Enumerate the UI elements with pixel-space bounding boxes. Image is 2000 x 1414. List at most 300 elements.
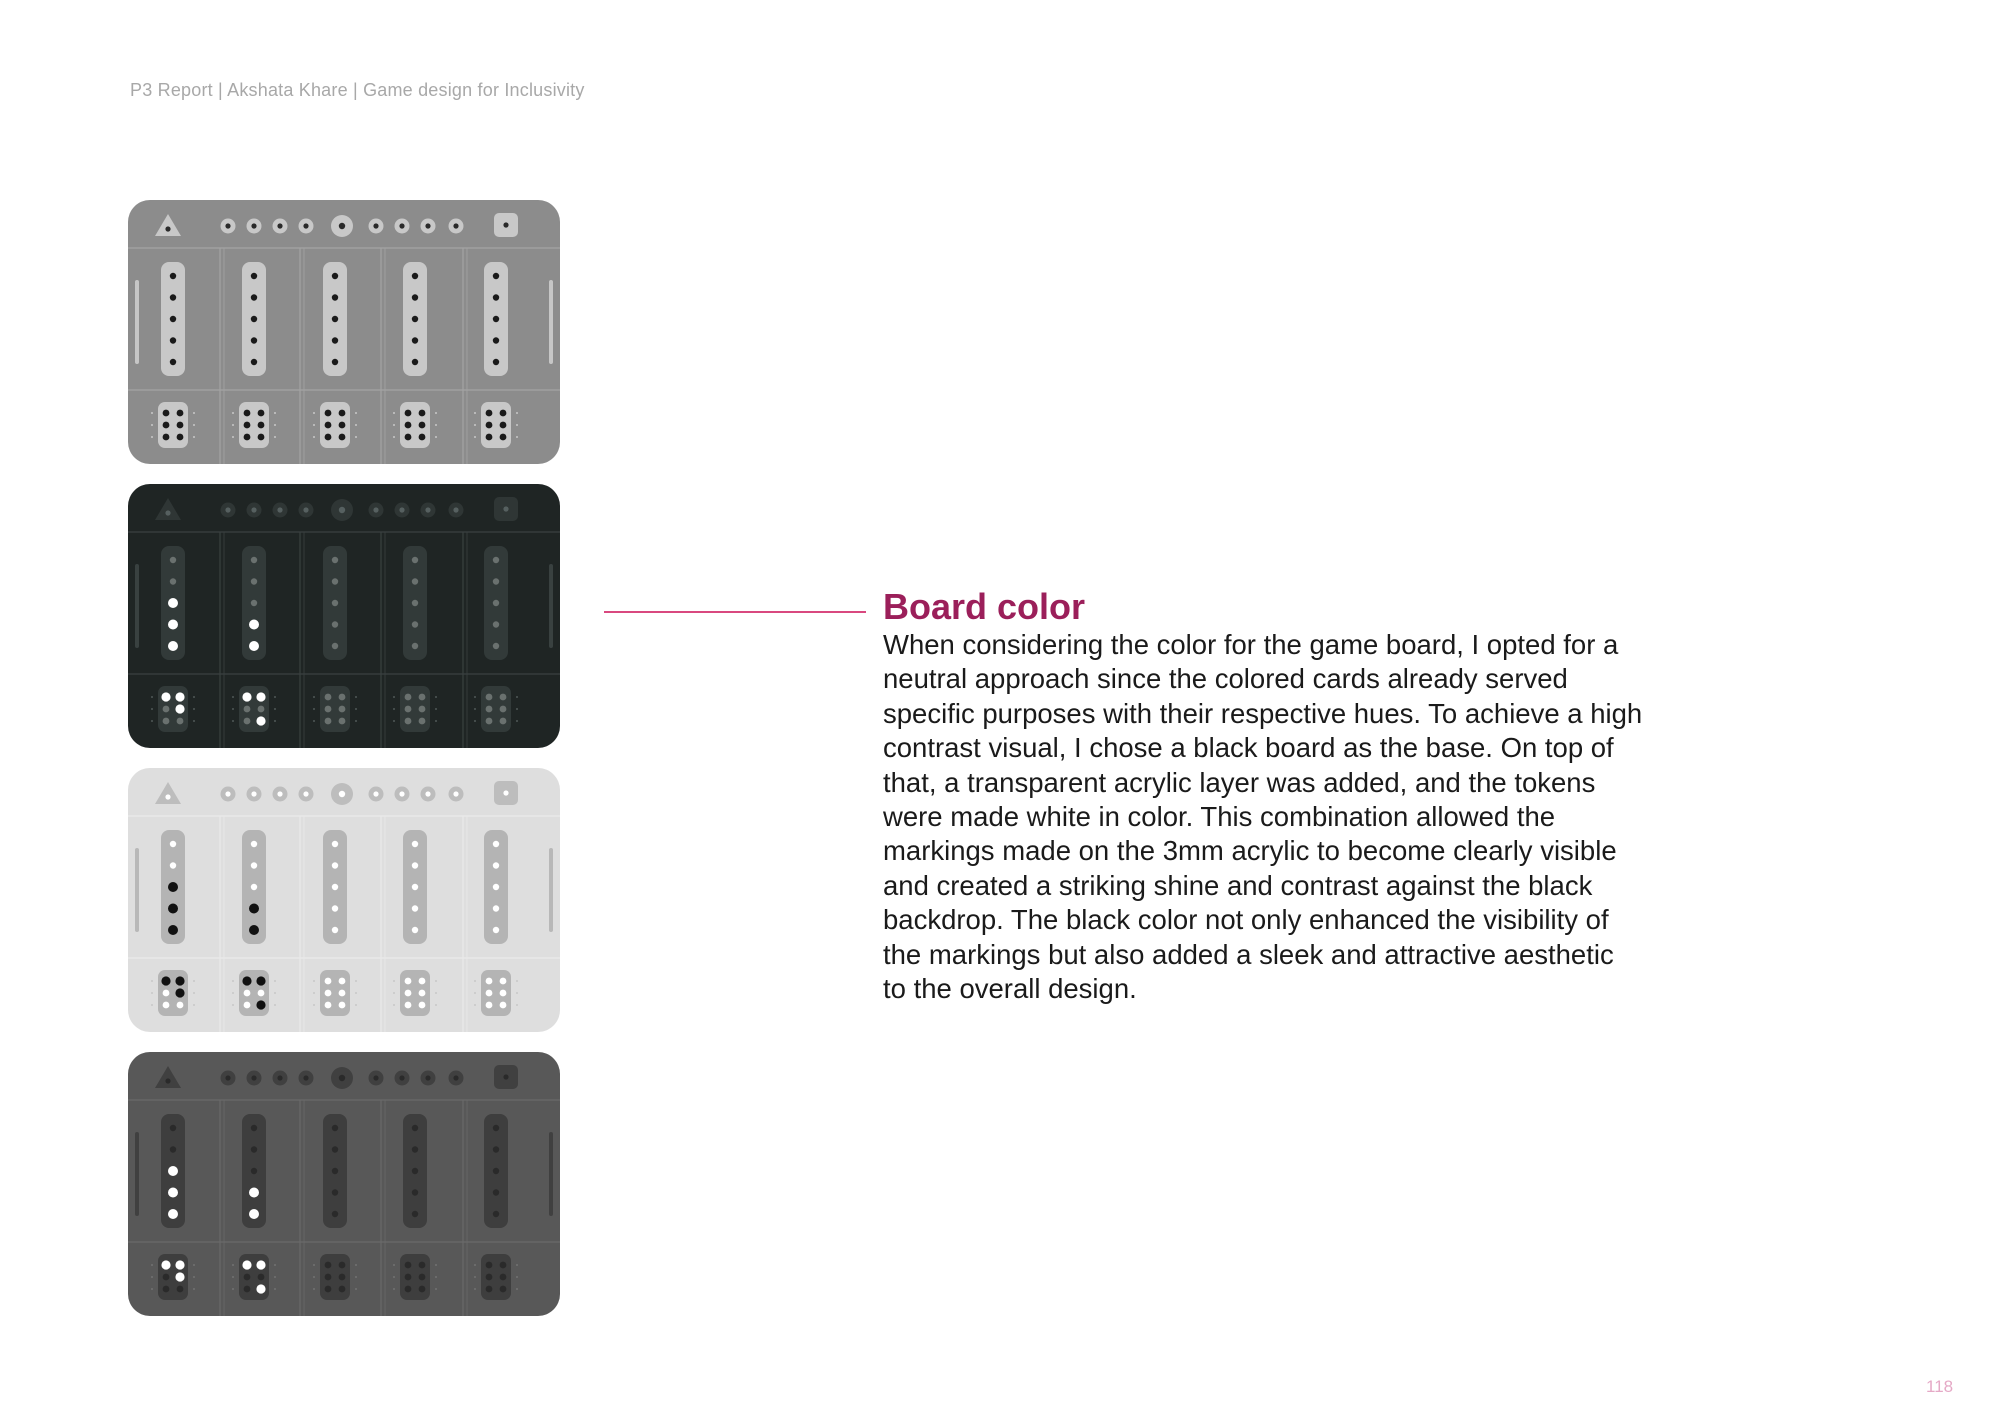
braille-cell [481,1254,511,1300]
braille-dot [325,1286,332,1293]
braille-index-mark [474,696,476,698]
slot-dot [332,1146,338,1152]
braille-dot [486,1262,493,1269]
braille-dot [244,1002,251,1009]
braille-index-mark [435,980,437,982]
braille-dot [258,434,265,441]
braille-index-mark [232,1264,234,1266]
braille-dot [405,694,412,701]
slot-dot [170,294,176,300]
braille-index-mark [516,992,518,994]
braille-dot [486,706,493,713]
braille-index-mark [232,696,234,698]
braille-dot [419,978,426,985]
braille-dot [244,434,251,441]
braille-index-mark [393,436,395,438]
side-bar-right [549,1132,553,1216]
braille-dot [419,410,426,417]
slot-dot [493,1211,499,1217]
braille-index-mark [355,1288,357,1290]
section-title: Board color [883,586,1086,627]
triangle-dot [165,510,170,515]
slot-dot [332,621,338,627]
slot-dot [332,1168,338,1174]
braille-dot [486,978,493,985]
braille-dot [405,422,412,429]
braille-dot [500,1002,507,1009]
braille-index-mark [435,1288,437,1290]
braille-dot [177,718,184,725]
token [249,1209,259,1219]
braille-index-mark [393,1276,395,1278]
braille-index-mark [355,1264,357,1266]
braille-index-mark [313,980,315,982]
braille-index-mark [193,720,195,722]
braille-index-mark [435,424,437,426]
braille-dot [163,434,170,441]
braille-token [256,1284,265,1293]
braille-index-mark [313,696,315,698]
braille-index-mark [516,424,518,426]
top-ring-dot [277,223,282,228]
braille-index-mark [274,1288,276,1290]
braille-index-mark [232,424,234,426]
slot-dot [412,841,418,847]
square-dot [503,222,508,227]
braille-index-mark [393,696,395,698]
game-board-dark-grey [128,1052,560,1316]
braille-dot [325,706,332,713]
braille-index-mark [516,1264,518,1266]
braille-index-mark [313,424,315,426]
braille-dot [325,1274,332,1281]
slot-dot [251,862,257,868]
braille-dot [339,422,346,429]
braille-dot [405,1286,412,1293]
braille-index-mark [435,992,437,994]
braille-index-mark [516,720,518,722]
braille-index-mark [516,1288,518,1290]
braille-index-mark [151,696,153,698]
braille-token [242,692,251,701]
token [249,904,259,914]
slot-dot [332,905,338,911]
braille-dot [325,410,332,417]
top-ring-dot [425,223,430,228]
braille-dot [405,1274,412,1281]
braille-index-mark [474,992,476,994]
braille-index-mark [355,1004,357,1006]
braille-dot [339,1274,346,1281]
side-bar-left [135,1132,139,1216]
slot-dot [493,600,499,606]
braille-index-mark [193,1004,195,1006]
braille-index-mark [393,720,395,722]
slot-dot [251,578,257,584]
braille-index-mark [435,1276,437,1278]
top-ring-dot [373,223,378,228]
braille-dot [177,1286,184,1293]
slot-dot [493,927,499,933]
braille-dot [339,410,346,417]
top-ring-dot [277,1075,282,1080]
token [168,1188,178,1198]
top-ring-dot [303,507,308,512]
braille-token [175,692,184,701]
braille-dot [339,718,346,725]
braille-index-mark [313,1288,315,1290]
braille-cell [481,686,511,732]
braille-index-mark [516,1004,518,1006]
top-ring-dot [339,791,345,797]
braille-dot [163,422,170,429]
top-ring-dot [251,791,256,796]
top-ring-dot [373,1075,378,1080]
braille-index-mark [474,1264,476,1266]
slot-dot [332,862,338,868]
slot-dot [412,337,418,343]
slot-dot [332,927,338,933]
slot-dot [332,841,338,847]
braille-index-mark [274,1264,276,1266]
token [168,925,178,935]
slot-dot [412,1189,418,1195]
braille-token [256,1260,265,1269]
braille-index-mark [435,1264,437,1266]
braille-dot [405,978,412,985]
braille-index-mark [474,1004,476,1006]
slot-dot [493,643,499,649]
braille-index-mark [393,1288,395,1290]
slot-dot [251,316,257,322]
side-bar-left [135,280,139,364]
slot-dot [412,578,418,584]
top-ring-dot [225,1075,230,1080]
slot-dot [170,1146,176,1152]
top-ring-dot [225,223,230,228]
slot-dot [412,862,418,868]
top-ring-dot [277,507,282,512]
slot-dot [493,294,499,300]
braille-dot [405,990,412,997]
triangle-dot [165,794,170,799]
slot-dot [251,884,257,890]
braille-dot [500,1286,507,1293]
braille-dot [419,434,426,441]
braille-dot [325,1002,332,1009]
braille-cell [481,402,511,448]
braille-dot [500,718,507,725]
braille-token [175,988,184,997]
braille-dot [258,1274,265,1281]
slot-dot [251,273,257,279]
braille-token [175,1260,184,1269]
slot-dot [332,884,338,890]
braille-index-mark [193,1288,195,1290]
braille-index-mark [474,980,476,982]
slot-dot [251,359,257,365]
braille-index-mark [274,1276,276,1278]
top-ring-dot [453,791,458,796]
braille-dot [405,1002,412,1009]
top-ring-dot [303,1075,308,1080]
square-dot [503,506,508,511]
slot-dot [493,1189,499,1195]
square-dot [503,1074,508,1079]
slot-dot [170,862,176,868]
slot-dot [412,621,418,627]
token [249,1188,259,1198]
braille-dot [177,422,184,429]
braille-dot [244,1274,251,1281]
braille-cell [320,970,350,1016]
braille-dot [325,434,332,441]
game-board-grey [128,200,560,464]
braille-token [175,1272,184,1281]
braille-index-mark [193,1276,195,1278]
braille-cell [158,402,188,448]
braille-dot [486,422,493,429]
braille-index-mark [355,412,357,414]
braille-token [242,976,251,985]
slot-dot [251,841,257,847]
braille-token [175,976,184,985]
braille-index-mark [151,1004,153,1006]
slot-dot [493,316,499,322]
slot-dot [412,316,418,322]
top-ring-dot [399,223,404,228]
token [168,641,178,651]
braille-dot [500,978,507,985]
braille-dot [419,1274,426,1281]
slot-dot [332,643,338,649]
page-number: 118 [1926,1377,1954,1396]
braille-dot [339,434,346,441]
braille-cell [400,970,430,1016]
slot-dot [412,927,418,933]
braille-dot [486,990,493,997]
braille-dot [419,990,426,997]
braille-index-mark [355,424,357,426]
slot-dot [493,862,499,868]
braille-dot [177,434,184,441]
braille-index-mark [435,436,437,438]
token [168,882,178,892]
braille-dot [339,1002,346,1009]
token [249,925,259,935]
braille-index-mark [393,708,395,710]
top-ring-dot [453,223,458,228]
braille-cell [320,686,350,732]
slot-dot [251,1146,257,1152]
braille-index-mark [193,992,195,994]
slot-dot [412,1146,418,1152]
braille-index-mark [355,1276,357,1278]
braille-token [161,1260,170,1269]
braille-index-mark [474,708,476,710]
game-board-light [128,768,560,1032]
braille-cell [400,1254,430,1300]
braille-index-mark [516,412,518,414]
slot-dot [493,1125,499,1131]
braille-index-mark [274,436,276,438]
braille-index-mark [151,1288,153,1290]
braille-dot [244,718,251,725]
braille-dot [419,1262,426,1269]
braille-dot [419,706,426,713]
slot-dot [332,578,338,584]
side-bar-right [549,280,553,364]
braille-index-mark [313,1264,315,1266]
braille-dot [163,1286,170,1293]
braille-dot [163,1002,170,1009]
slot-dot [170,359,176,365]
braille-index-mark [355,720,357,722]
token [168,1209,178,1219]
braille-index-mark [193,424,195,426]
slot-dot [170,841,176,847]
token [168,1166,178,1176]
slot-dot [493,273,499,279]
braille-index-mark [232,720,234,722]
top-ring-dot [339,1075,345,1081]
braille-index-mark [151,992,153,994]
braille-dot [339,990,346,997]
slot-dot [412,1125,418,1131]
slot-dot [412,294,418,300]
braille-dot [419,1286,426,1293]
slot-dot [493,1146,499,1152]
braille-dot [405,434,412,441]
braille-dot [500,706,507,713]
braille-index-mark [274,424,276,426]
side-bar-right [549,564,553,648]
braille-dot [486,1274,493,1281]
braille-index-mark [274,980,276,982]
braille-index-mark [516,980,518,982]
slot-dot [332,273,338,279]
braille-index-mark [516,1276,518,1278]
braille-dot [325,1262,332,1269]
braille-dot [500,1274,507,1281]
top-ring-dot [303,791,308,796]
braille-token [242,1260,251,1269]
slot-dot [493,1168,499,1174]
top-ring-dot [339,223,345,229]
braille-index-mark [151,1264,153,1266]
slot-dot [332,1125,338,1131]
slot-dot [493,557,499,563]
braille-dot [258,990,265,997]
braille-token [175,704,184,713]
braille-index-mark [355,696,357,698]
braille-dot [500,434,507,441]
slot-dot [251,294,257,300]
braille-index-mark [151,412,153,414]
braille-token [256,692,265,701]
braille-dot [486,434,493,441]
slot-dot [332,337,338,343]
top-ring-dot [399,1075,404,1080]
slot-dot [493,905,499,911]
token [249,620,259,630]
braille-index-mark [193,436,195,438]
braille-index-mark [313,436,315,438]
braille-index-mark [313,1004,315,1006]
slot-dot [170,273,176,279]
braille-index-mark [193,708,195,710]
braille-index-mark [355,436,357,438]
slot-dot [332,557,338,563]
top-ring-dot [425,507,430,512]
slot-dot [332,316,338,322]
braille-dot [486,718,493,725]
braille-index-mark [193,980,195,982]
leader-line [604,611,866,613]
braille-cell [481,970,511,1016]
slot-dot [412,557,418,563]
braille-dot [405,706,412,713]
braille-index-mark [435,412,437,414]
braille-dot [258,706,265,713]
braille-index-mark [393,980,395,982]
top-ring-dot [339,507,345,513]
braille-dot [339,1262,346,1269]
slot-dot [493,337,499,343]
token [168,620,178,630]
braille-index-mark [516,696,518,698]
square-dot [503,790,508,795]
braille-dot [486,410,493,417]
braille-index-mark [435,1004,437,1006]
braille-index-mark [474,436,476,438]
braille-index-mark [232,1004,234,1006]
braille-dot [486,694,493,701]
slot-dot [493,359,499,365]
slot-dot [412,359,418,365]
slot-dot [493,621,499,627]
braille-index-mark [232,708,234,710]
top-ring-dot [399,791,404,796]
braille-index-mark [516,708,518,710]
braille-cell [239,1254,269,1300]
braille-index-mark [474,412,476,414]
braille-index-mark [435,696,437,698]
braille-dot [419,1002,426,1009]
slot-dot [412,1168,418,1174]
braille-index-mark [274,1004,276,1006]
braille-dot [244,1286,251,1293]
braille-cell [400,686,430,732]
braille-cell [239,970,269,1016]
top-ring-dot [251,1075,256,1080]
slot-dot [170,578,176,584]
braille-index-mark [151,720,153,722]
braille-index-mark [313,708,315,710]
braille-dot [163,718,170,725]
braille-index-mark [313,720,315,722]
braille-index-mark [313,992,315,994]
braille-dot [500,422,507,429]
braille-index-mark [151,708,153,710]
braille-index-mark [474,1288,476,1290]
braille-index-mark [232,1276,234,1278]
braille-index-mark [193,412,195,414]
slot-dot [332,294,338,300]
braille-dot [244,422,251,429]
braille-dot [339,694,346,701]
braille-index-mark [232,992,234,994]
